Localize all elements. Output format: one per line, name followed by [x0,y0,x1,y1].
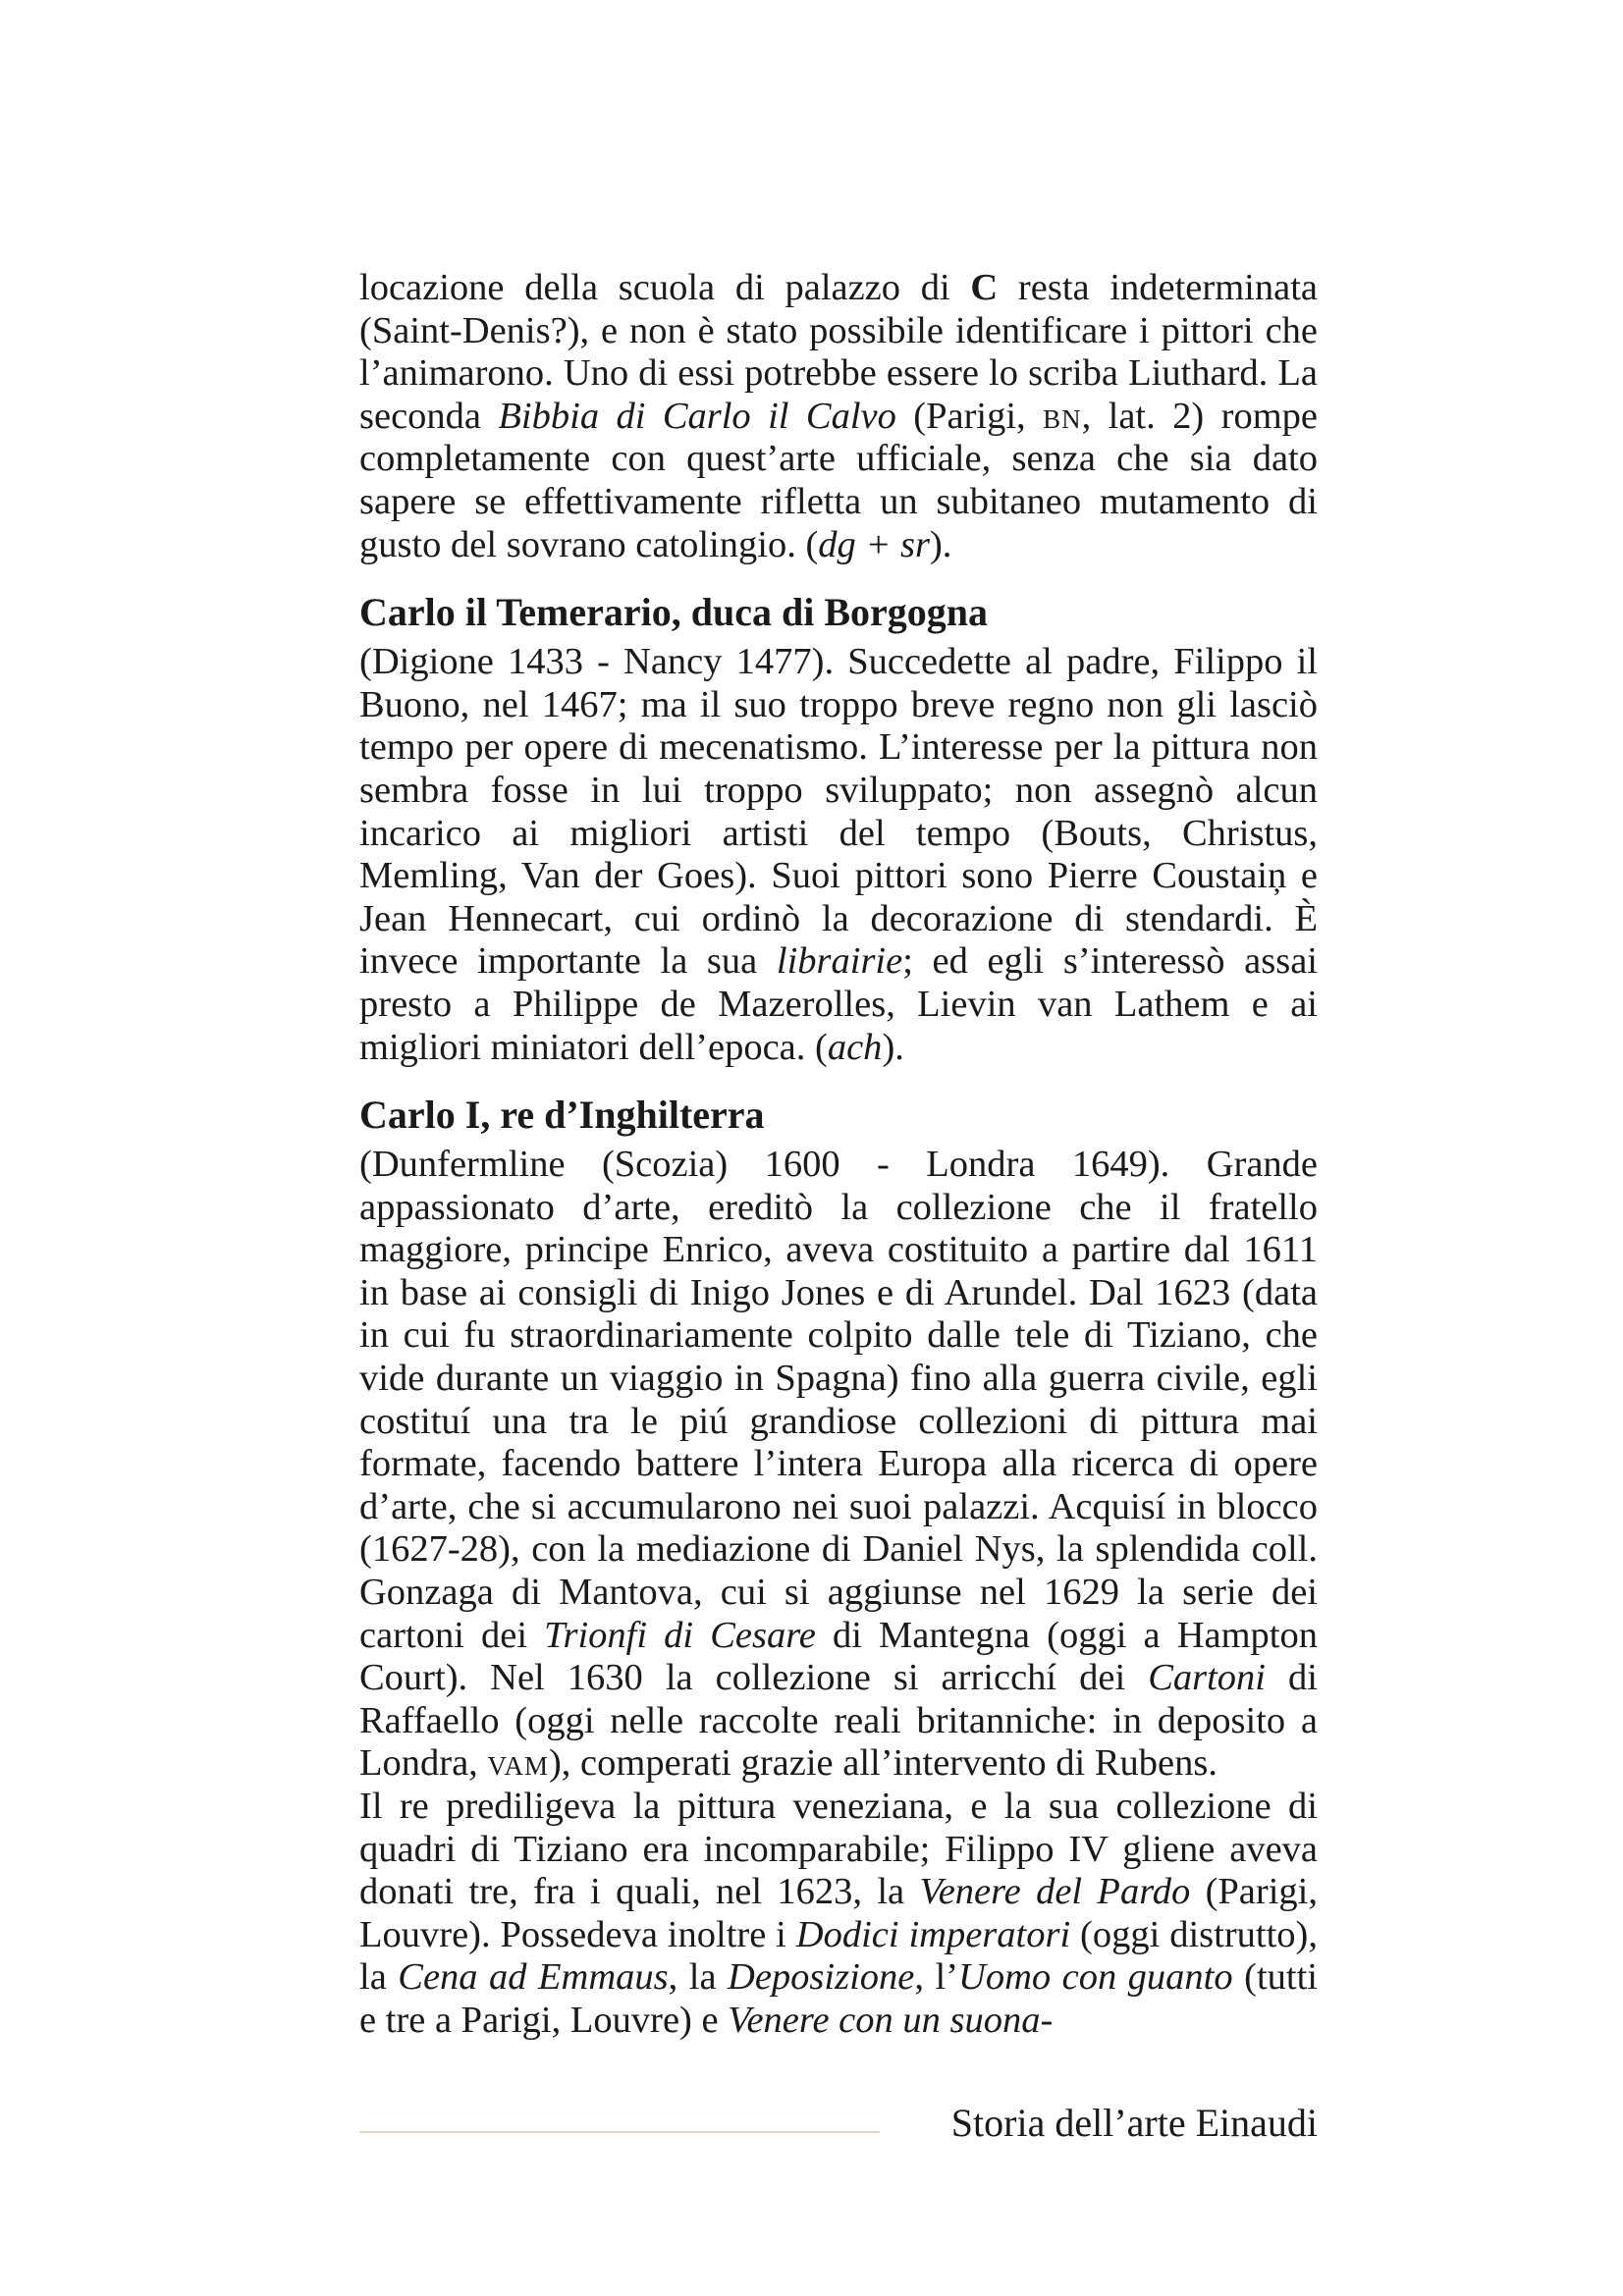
text-run: (tutti e tre a Parigi, Louvre) e [359,1956,1318,2041]
work-title: Cartoni [1148,1657,1267,1699]
text-run: resta indeterminata (Saint-Denis?), e non è stato possibile identificare i pittori che l’animarono. Uno di essi potrebbe essere lo scriba Liuthard. La seconda [359,267,1318,437]
text-run: (oggi distrutto), la [359,1913,1318,1999]
work-title: Dodici imperatori [795,1913,1071,1955]
work-title: Venere del Pardo [919,1871,1191,1913]
work-title: Cena ad Emmaus [398,1956,669,1999]
entry-name: Carlo il Temerario [359,590,672,635]
entry-heading [359,1093,1318,1138]
text-run: ). [882,1026,904,1068]
work-title: Uomo con guanto [958,1956,1233,1999]
author-initials: ach [827,1026,883,1068]
entry-paragraph [359,1786,1318,2043]
page-footer [359,2099,1318,2158]
work-title: Venere con un suona- [728,1999,1054,2041]
author-initials: dg + sr [818,523,930,565]
museum-abbrev: bn [1043,395,1082,437]
text-run: (Parigi, [895,395,1044,437]
text-run: di Raffaello (oggi nelle raccolte reali britanniche: in deposito a Londra, [359,1657,1318,1785]
work-title: librairie [776,940,903,983]
entry-carlo-i [359,1093,1318,2042]
work-title: Bibbia di Carlo il Calvo [498,395,896,437]
text-run: Il re prediligeva la pittura veneziana, e la sua collezione di quadri di Tiziano era incomparabile; Filippo IV gliene aveva donati tre, fra i quali, nel 1623, la [359,1786,1318,1913]
text-run: ). [929,523,952,565]
entry-name: Carlo I [359,1093,481,1138]
work-title: Trionfi di Cesare [544,1614,816,1656]
entry-paragraph [359,641,1318,1069]
text-run: , lat. 2) rompe completamente con quest’arte ufficiale, senza che sia dato sapere se effettivamente rifletta un subitaneo mutamento di gusto del sovrano catolingio. ( [359,395,1318,565]
entry-paragraph [359,1144,1318,1786]
text-run: di Mantegna (oggi a Hampton Court). Nel 1630 la collezione si arricchí dei [359,1614,1319,1699]
text-run: (Dunfermline (Scozia) 1600 - Londra 1649). Grande appassionato d’arte, ereditò la collezione che il fratello maggiore, principe Enrico, aveva costituito a partire dal 1611 in base ai consigli di Inigo Jones e di Arundel. Dal 1623 (data in cui fu straordinariamente colpito dalle tele di Tiziano, che vide durante un viaggio in Spagna) fino alla guerra civile, egli costituí una tra le piú grandiose collezioni di pittura mai formate, facendo battere l’intera Europa alla ricerca di opere d’arte, che si accumularono nei suoi palazzi. Acquisí in blocco (1627-28), con la mediazione di Daniel Nys, la splendida coll. Gonzaga di Mantova, cui si aggiunse nel 1629 la serie dei cartoni dei [359,1144,1318,1656]
text-run: ), comperati grazie all’intervento di Rubens. [548,1742,1217,1785]
entry-heading [359,590,1318,635]
entry-subtitle: , duca di Borgogna [671,590,989,635]
text-run: , l’ [914,1956,959,1999]
text-run: ; ed egli s’interessò assai presto a Philippe de Mazerolles, Lievin van Lathem e ai migliori miniatori dell’epoca. ( [359,940,1318,1068]
entry-carlo-il-temerario [359,590,1318,1069]
intro-paragraph [359,267,1318,566]
museum-abbrev: vam [487,1742,549,1785]
footer-title: Storia dell’arte Einaudi [950,2101,1318,2145]
work-title: Deposizione [728,1956,915,1999]
abbrev-bold: C [970,267,999,308]
entry-subtitle: , re d’Inghilterra [480,1093,765,1138]
text-run: (Parigi, Louvre). Possedeva inoltre i [359,1871,1318,1955]
page-body [359,267,1318,2043]
footer-rule [359,2131,880,2133]
text-run: (Digione 1433 - Nancy 1477). Succedette al padre, Filippo il Buono, nel 1467; ma il suo troppo breve regno non gli lasciò tempo per opere di mecenatismo. L’interesse per la pittura non sembra fosse in lui troppo sviluppato; non assegnò alcun incarico ai migliori artisti del tempo (Bouts, Christus, Memling, Van der Goes). Suoi pittori sono Pierre Coustaiņ e Jean Hennecart, cui ordinò la decorazione di stendardi. È invece importante la sua [359,641,1318,983]
text-run: locazione della scuola di palazzo di [359,267,971,308]
text-run: , la [668,1956,729,1999]
